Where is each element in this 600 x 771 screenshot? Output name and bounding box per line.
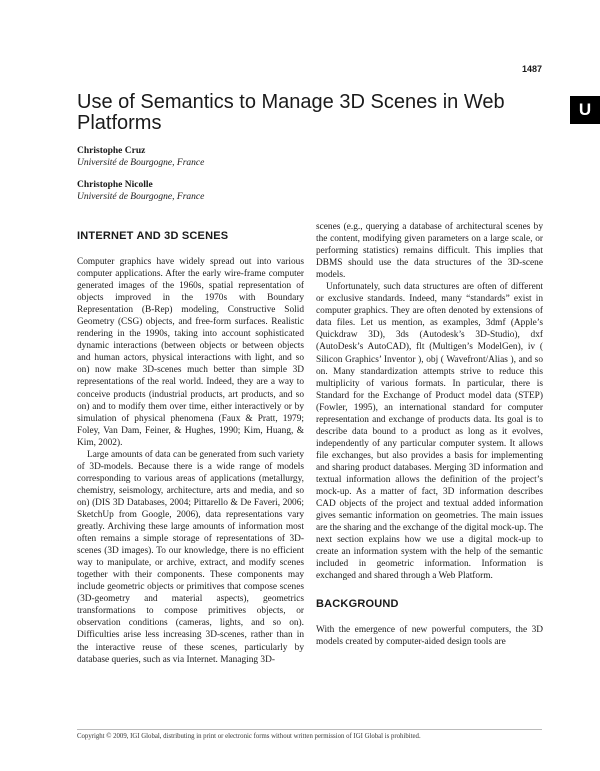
paper-title: Use of Semantics to Manage 3D Scenes in Web Platforms <box>77 91 505 134</box>
left-column <box>77 230 304 666</box>
author-name: Christophe Nicolle <box>77 180 153 190</box>
right-column <box>316 221 543 649</box>
body-paragraph: Large amounts of data can be generated from such variety of 3D-models. Because there is a wide range of models corresponding to various areas of applications (metallurgy, chemistry, seismology, architecture, arts and media, and so on) (DIS 3D Databases, 2004; Pittarello & De Faveri, 2006; SketchUp from Google, 2006), data representations vary greatly. Archiving these large amounts of information most often remains a simple storage of representations of 3D-scenes (3D images). To our knowledge, there is no efficient way to manipulate, or archive, extract, and modify scenes together with their components. These components may include geometric objects or primitives that compose scenes (3D-geometry and material aspects), geometrics transformations to compose primitives objects, or observation conditions (cameras, lights, and so on). Difficulties arise less increasing 3D-scenes, rather than in the interactive reuse of these scenes, particularly by database queries, such as via Internet. Managing 3D- <box>77 449 304 665</box>
footer-divider <box>77 729 542 730</box>
section-heading-background: BACKGROUND <box>316 598 399 611</box>
body-paragraph: Unfortunately, such data structures are often of different or exclusive standards. Indeed, many “standards” exist in computer graphics. They are often denoted by extensions of data files. Let us mention, as examples, 3dmf (Apple’s Quickdraw 3D), 3ds (Autodesk’s 3D-Studio), dxf (AutoDesk’s AutoCAD), flt (Multigen’s ModelGen), iv ( Silicon Graphics’ Inventor ), obj ( Wavefront/Alias ), and so on. Many standardization attempts strive to reduce this multiplicity of various formats. In particular, there is Standard for the Exchange of Product model data (STEP) (Fowler, 1995), an international standard for computer representation and exchange of products data. Its goal is to describe data bound to a product as long as it evolves, independently of any particular computer system. It allows file exchanges, but also provides a basis for implementing and sharing product databases. Merging 3D information and textual information allows the definition of the project’s mock-up. As a matter of fact, 3D information describes CAD objects of the project and textual added information gives semantic information on geometries. The main issues are the sharing and the exchange of the digital mock-up. The next section explains how we use a digital mock-up to create an information system with the help of the semantic included in geometric information. Information is exchanged and shared through a Web Platform. <box>316 282 543 582</box>
section-tab: U <box>570 96 600 124</box>
author-name: Christophe Cruz <box>77 146 146 156</box>
author-block <box>77 179 204 203</box>
author-affiliation: Université de Bourgogne, France <box>77 158 205 168</box>
author-affiliation: Université de Bourgogne, France <box>77 192 205 202</box>
author-block <box>77 145 204 169</box>
section-heading-internet: INTERNET AND 3D SCENES <box>77 230 229 242</box>
copyright-footer: Copyright © 2009, IGI Global, distributing in print or electronic forms without written permission of IGI Global is prohibited. <box>77 733 421 740</box>
page-number: 1487 <box>521 64 542 74</box>
body-paragraph: scenes (e.g., querying a database of architectural scenes by the content, modifying given parameters on a large scale, or performing statistics) remains difficult. This implies that DBMS should use the data structures of the 3D-scene models. <box>316 222 543 281</box>
body-paragraph: With the emergence of new powerful computers, the 3D models created by computer-aided design tools are <box>316 625 543 648</box>
body-paragraph: Computer graphics have widely spread out into various computer applications. After the early wire-frame computer generated images of the 1960s, spatial representation of objects improved in the 1970s with Boundary Representation (B-Rep) modeling, Constructive Solid Geometry (CSG) objects, and free-form surfaces. Realistic rendering in the 1990s, taking into account sophisticated dynamic interactions (between objects or between objects and human actors, physical interactions with light, and so on) now make 3D-scenes much better than simple 3D representations of the real world. Indeed, they are a way to conceive products (industrial products, art products, and so on) and to modify them over time, either interactively or by simulation of physical phenomena (Faux & Pratt, 1979; Foley, Van Dam, Feiner, & Hughes, 1990; Kim, Huang, & Kim, 2002). <box>77 257 304 448</box>
